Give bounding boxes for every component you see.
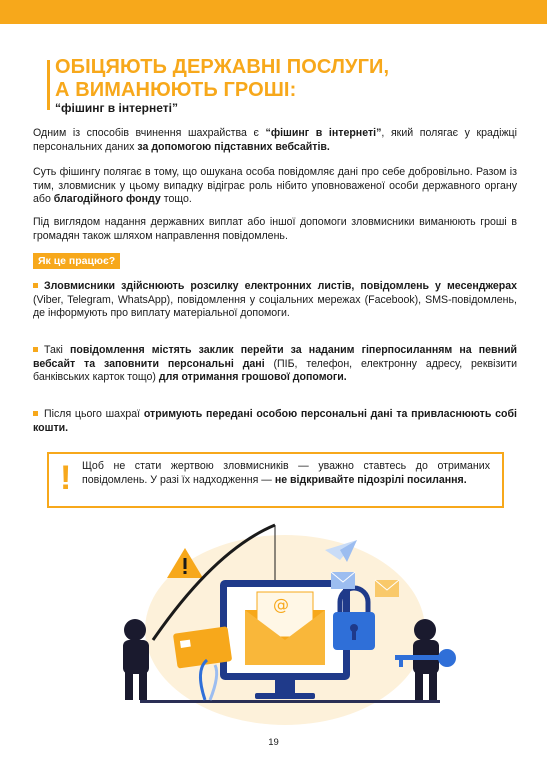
intro-paragraph-1: Одним із способів вчинення шахрайства є “фішинг в інтернеті”, який полягає у крадіжці персональних даних за допомогою підставних вебсайтів. — [33, 127, 517, 153]
bullet-square-icon — [33, 347, 38, 352]
title-accent-bar — [47, 60, 50, 110]
title-line-1: ОБІЦЯЮТЬ ДЕРЖАВНІ ПОСЛУГИ, — [55, 56, 390, 78]
list-item: Такі повідомлення містять заклик перейти за наданим гіперпосиланням на певний вебсайт та заповнити персональні дані (ПІБ, телефон, електронну адресу, реквізити банківських карток тощо) для отримання грошової допомоги. — [33, 344, 517, 384]
list-item: Після цього шахраї отримують передані особою персональні дані та привласнюють собі кошти. — [33, 408, 517, 434]
intro-paragraph-2: Суть фішингу полягає в тому, що ошукана особа повідомляє дані про себе добровільно. Разом із тим, зловмисник у цьому випадку відіграє роль нібито уповноваженої особи державного органу або благодійного фонду тощо. — [33, 166, 517, 206]
exclamation-icon: ! — [60, 459, 72, 497]
intro-paragraph-3: Під виглядом надання державних виплат або іншої допомоги зловмисники виманюють гроші в громадян також шляхом направлення повідомлень. — [33, 216, 517, 242]
envelope-icon — [245, 592, 325, 665]
ground-line — [140, 700, 440, 703]
page-number: 19 — [268, 737, 279, 748]
hacker-left-figure — [123, 619, 149, 700]
svg-text:@: @ — [273, 595, 289, 614]
phishing-illustration — [95, 520, 475, 730]
how-it-works-tag: Як це працює? — [33, 253, 120, 269]
warning-text: Щоб не стати жертвою зловмисників — уважно ставтесь до отриманих повідомлень. У разі їх надходження — не відкривайте підозрілі посилання. — [82, 460, 490, 486]
title-line-2: А ВИМАНЮЮТЬ ГРОШІ: — [55, 79, 297, 101]
page-title — [55, 56, 495, 102]
list-item: Зловмисники здійснюють розсилку електронних листів, повідомлень у месенджерах (Viber, Telegram, WhatsApp), повідомлення у соціальних мережах (Facebook), SMS-повідомлень, де інформують про виплату матеріальної допомоги. — [33, 280, 517, 320]
bullet-square-icon — [33, 411, 38, 416]
bullet-square-icon — [33, 283, 38, 288]
top-accent-bar — [0, 0, 547, 24]
page-subtitle: “фішинг в інтернеті” — [55, 101, 178, 115]
